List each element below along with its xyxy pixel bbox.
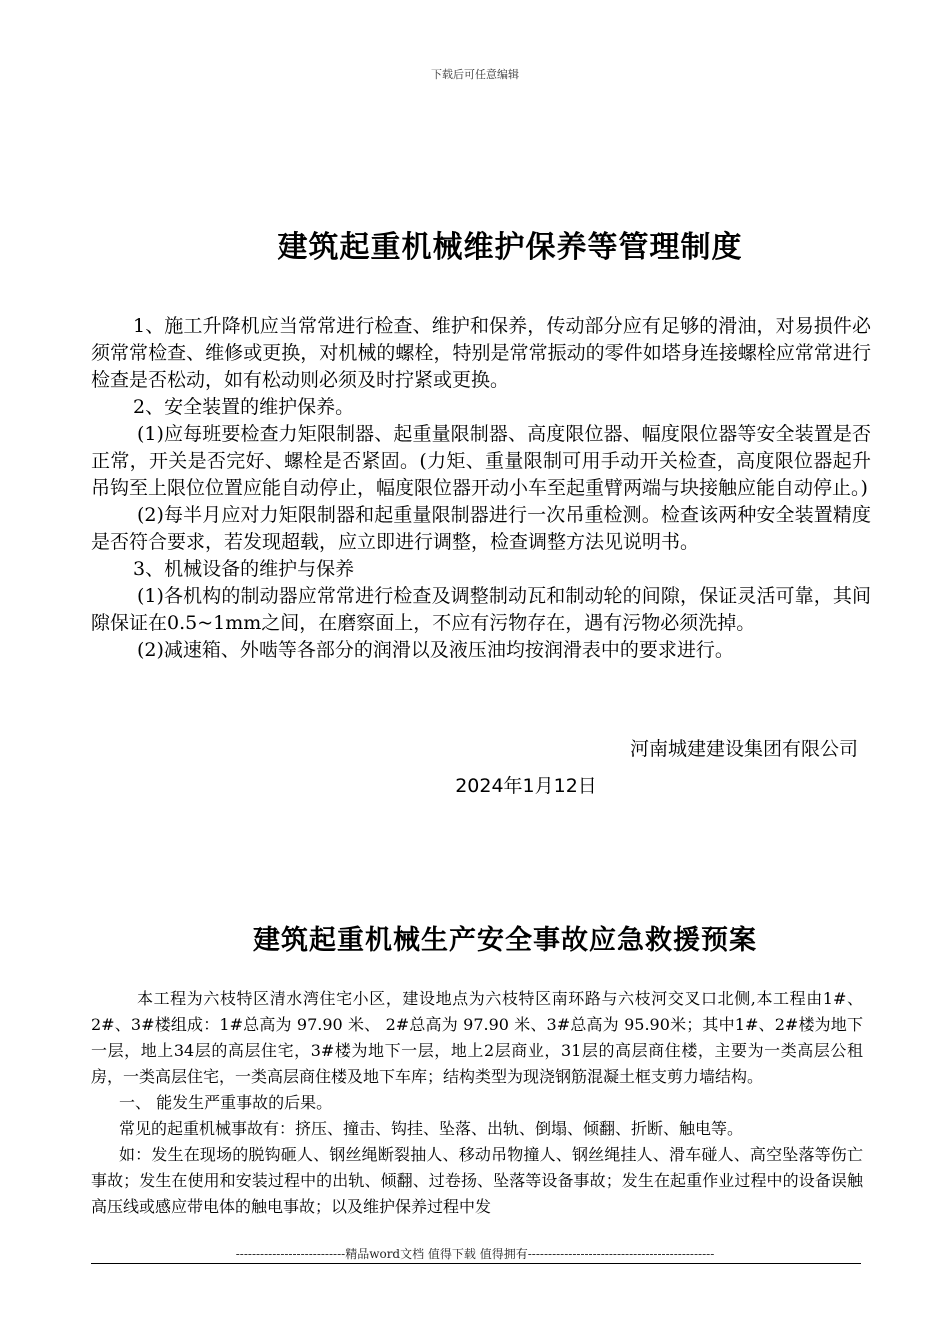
paragraph: 1、施工升降机应当常常进行检查、维护和保养，传动部分应有足够的滑油，对易损件必须常常检查、维修或更换，对机械的螺栓，特别是常常振动的零件如塔身连接螺栓应常常进行检查是否松动，如有松动则必须及时拧紧或更换。 (91, 315, 871, 391)
header-note: 下载后可任意编辑 (431, 68, 519, 81)
paragraph: 常见的起重机械事故有：挤压、撞击、钩挂、坠落、出轨、倒塌、倾翻、折断、触电等。 (119, 1119, 744, 1138)
paragraph: 本工程为六枝特区清水湾住宅小区，建设地点为六枝特区南环路与六枝河交叉口北侧,本工程由1#、2#、3#楼组成：1#总高为 97.90 米、 2#总高为 97.90 米、3#总高为 95.90米；其中1#、2#楼为地下一层，地上34层的高层住宅，3#楼为地下一层，地上2层商业，31层的高层商住楼，主要为一类高层公租房，一类高层住宅，一类高层商住楼及地下车库；结构类型为现浇钢筋混凝土框支剪力墙结构。 (91, 989, 863, 1086)
paragraph: (2)每半月应对力矩限制器和起重量限制器进行一次吊重检测。检查该两种安全装置精度是否符合要求，若发现超载，应立即进行调整，检查调整方法见说明书。 (91, 504, 871, 553)
document-title: 建筑起重机械维护保养等管理制度 (277, 230, 743, 265)
company-name: 河南城建建设集团有限公司 (629, 738, 858, 760)
paragraph: 如：发生在现场的脱钩砸人、钢丝绳断裂抽人、移动吊物撞人、钢丝绳挂人、滑车碰人、高空坠落等伤亡事故；发生在使用和安装过程中的出轨、倾翻、过卷扬、坠落等设备事故；发生在起重作业过程中的设备误触高压线或感应带电体的触电事故；以及维护保养过程中发 (91, 1145, 863, 1216)
footer-note: ---------------------------精品word文档 值得下载 值得拥有---------------------------------------------- (235, 1247, 715, 1261)
paragraph: (1)各机构的制动器应常常进行检查及调整制动瓦和制动轮的间隙，保证灵活可靠，其间隙保证在0.5~1mm之间，在磨察面上，不应有污物存在，遇有污物必须洗掉。 (91, 585, 871, 634)
document-date: 2024年1月12日 (455, 775, 597, 797)
second-document-body (91, 986, 863, 1220)
second-document-title: 建筑起重机械生产安全事故应急救援预案 (253, 925, 757, 956)
paragraph: (2)减速箱、外啮等各部分的润滑以及液压油均按润滑表中的要求进行。 (137, 639, 734, 661)
footer-divider (91, 1263, 861, 1264)
paragraph: 2、安全装置的维护保养。 (133, 396, 355, 418)
paragraph: 一、 能发生严重事故的后果。 (119, 1093, 333, 1112)
paragraph: (1)应每班要检查力矩限制器、起重量限制器、高度限位器、幅度限位器等安全装置是否正常，开关是否完好、螺栓是否紧固。(力矩、重量限制可用手动开关检查，高度限位器起升吊钩至上限位位置应能自动停止，幅度限位器开动小车至起重臂两端与块接触应能自动停止。) (91, 423, 871, 499)
document-body (91, 313, 871, 664)
paragraph: 3、机械设备的维护与保养 (133, 558, 355, 580)
